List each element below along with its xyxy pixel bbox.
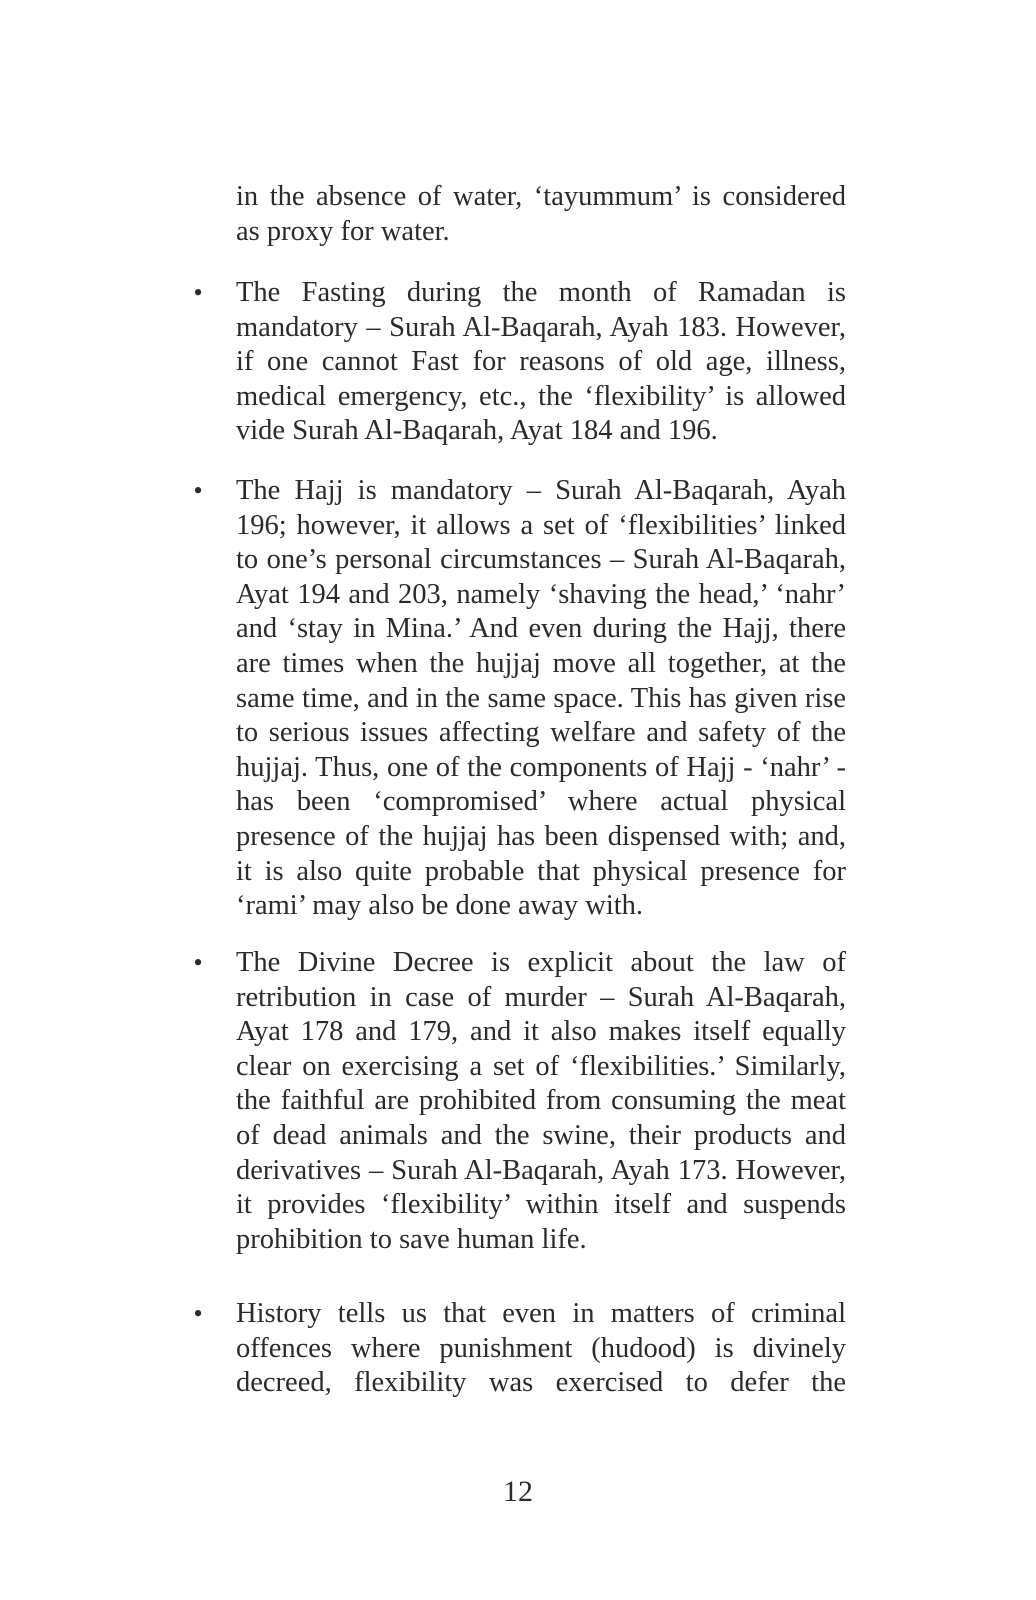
bullet-dot-icon: • — [193, 1299, 203, 1328]
bullet-item — [193, 1297, 846, 1401]
bullet-dot-icon: • — [193, 476, 203, 505]
bullet-paragraph: The Hajj is mandatory – Surah Al-Baqarah, Ayah 196; however, it allows a set of ‘flexibilities’ linked to one’s personal circumstances – Surah Al-Baqarah, Ayat 194 and 203, namely ‘shaving the head,’ ‘nahr’ and ‘stay in Mina.’ And even during the Hajj, there are times when the hujjaj move all together, at the same time, and in the same space. This has given rise to serious issues affecting welfare and safety of the hujjaj. Thus, one of the components of Hajj - ‘nahr’ - has been ‘compromised’ where actual physical presence of the hujjaj has been dispensed with; and, it is also quite probable that physical presence for ‘rami’ may also be done away with. — [236, 475, 846, 922]
bullet-dot-icon: • — [193, 948, 203, 977]
bullet-dot-icon: • — [193, 278, 203, 307]
bullet-item — [193, 474, 846, 924]
bullet-paragraph: The Divine Decree is explicit about the law of retribution in case of murder – Surah Al-Baqarah, Ayat 178 and 179, and it also makes itself equally clear on exercising a set of ‘flexibilities.’ Similarly, the faithful are prohibited from consuming the meat of dead animals and the swine, their products and derivatives – Surah Al-Baqarah, Ayah 173. However, it provides ‘flexibility’ within itself and suspends prohibition to save human life. — [236, 947, 846, 1255]
bullet-paragraph: History tells us that even in matters of criminal offences where punishment (hudood) is divinely decreed, flexibility was exercised to defer the — [236, 1298, 846, 1399]
bullet-item — [193, 276, 846, 449]
bullet-paragraph: The Fasting during the month of Ramadan is mandatory – Surah Al-Baqarah, Ayah 183. However, if one cannot Fast for reasons of old age, illness, medical emergency, etc., the ‘flexibility’ is allowed vide Surah Al-Baqarah, Ayat 184 and 196. — [236, 277, 846, 447]
bullet-item — [193, 946, 846, 1257]
continuation-paragraph: in the absence of water, ‘tayummum’ is considered as proxy for water. — [236, 181, 846, 247]
page-number: 12 — [503, 1475, 533, 1508]
